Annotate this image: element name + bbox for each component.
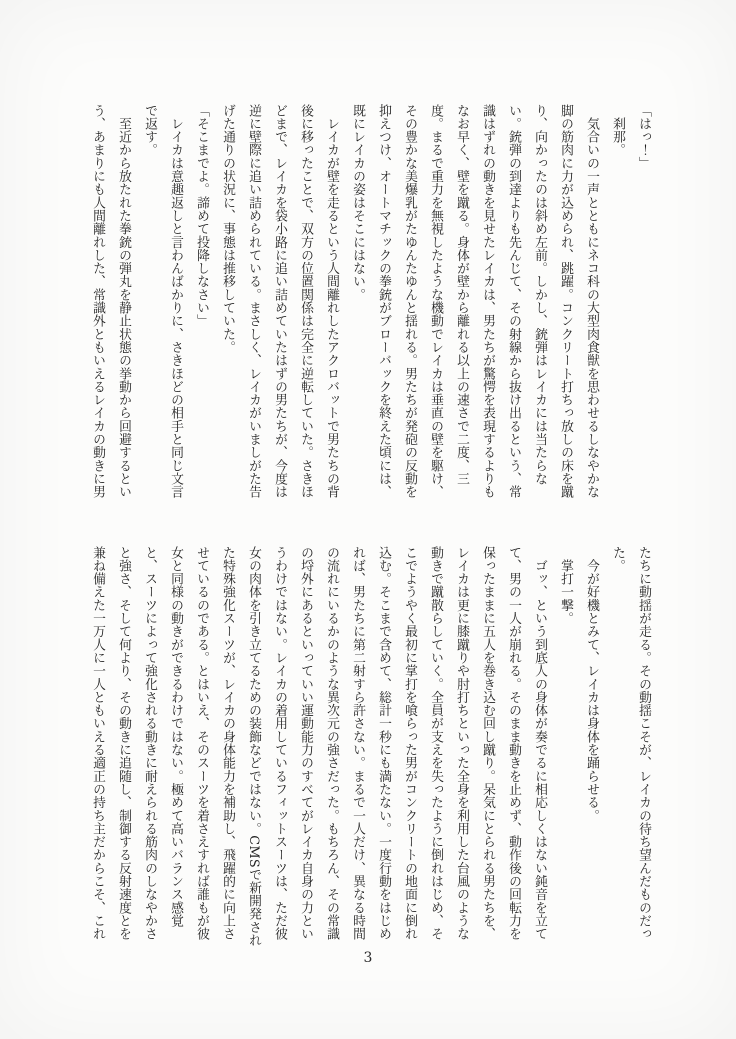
- text-column: う、あまりにも人間離れした、常識外ともいえるレイカの動きに男: [90, 104, 105, 499]
- text-column: レイカが壁を走るという人間離れしたアクロバットで男たちの背: [324, 104, 339, 499]
- page-number: 3: [363, 950, 373, 966]
- text-column: どまで、レイカを袋小路に追い詰めていたはずの男たちが、今度は: [272, 104, 287, 499]
- text-column: 込む。そこまで含めて、総計一秒にも満たない。一度行動をはじめ: [376, 546, 391, 941]
- text-column: と強さ、そして何より、その動きに追随し、制御する反射速度とを: [116, 546, 131, 941]
- text-column: て、男の一人が崩れる。そのまま動きを止めず、動作後の回転力を: [506, 546, 521, 941]
- text-column: 「そこまでよ。諦めて投降しなさい」: [194, 104, 209, 328]
- text-column: こでようやく最初に掌打を喰らった男がコンクリートの地面に倒れ: [402, 546, 417, 941]
- text-column: レイカは更に膝蹴りや肘打ちといった全身を利用した台風のような: [454, 546, 469, 941]
- text-column: 逆に壁際に追い詰められている。まさしく、レイカがいましがた告: [246, 104, 261, 499]
- text-column: 識はずれの動きを見せたレイカは、男たちが驚愕を表現するよりも: [480, 104, 495, 499]
- text-column: い。銃弾の到達よりも先んじて、その射線から抜け出るという、常: [506, 104, 521, 499]
- text-block-bottom: [84, 546, 656, 949]
- text-column: 度。まるで重力を無視したような機動でレイカは垂直の壁を駆け、: [428, 104, 443, 499]
- text-column: と、スーツによって強化される動きに耐えられる筋肉のしなやかさ: [142, 546, 157, 941]
- text-column: その豊かな美爆乳がたゆんたゆんと揺れる。男たちが発砲の反動を: [402, 104, 417, 499]
- text-column: 脚の筋肉に力が込められ、跳躍。コンクリート打ちっ放しの床を蹴: [558, 104, 573, 499]
- text-column: うわけではない。レイカの着用しているフィットスーツは、ただ彼: [272, 546, 287, 941]
- text-column: なお早く、壁を蹴る。身体が壁から離れる以上の速さで二度、三: [454, 104, 469, 486]
- text-column: レイカは意趣返しと言わんばかりに、さきほどの相手と同じ文言: [168, 104, 183, 499]
- text-column: で返す。: [142, 104, 157, 157]
- text-column: 「はっ！」: [636, 104, 651, 170]
- text-column: 女と同様の動きができるわけではない。極めて高いバランス感覚: [168, 546, 183, 928]
- text-column: の埒外にあるといっていい運動能力のすべてがレイカ自身の力とい: [298, 546, 313, 941]
- text-column: 保ったままに五人を巻き込む回し蹴り。呆気にとられる男たちを、: [480, 546, 495, 941]
- text-column: 掌打一撃。: [558, 546, 573, 625]
- text-column: 後に移ったことで、双方の位置関係は完全に逆転していた。さきほ: [298, 104, 313, 499]
- text-column: た特殊強化スーツが、レイカの身体能力を補助し、飛躍的に向上さ: [220, 546, 235, 941]
- text-column: 今が好機とみて、レイカは身体を踊らせる。: [584, 546, 599, 823]
- text-column: せているのである。とはいえ、そのスーツを着さえすれば誰もが彼: [194, 546, 209, 941]
- text-column: 女の肉体を引き立てるための装飾などではない。CMSで新開発され: [246, 546, 261, 947]
- text-column: 刹那。: [610, 104, 625, 157]
- text-column: 兼ね備えた一万人に一人ともいえる適正の持ち主だからこそ、これ: [90, 546, 105, 941]
- text-column: 気合いの一声とともにネコ科の大型肉食獣を思わせるしなやかな: [584, 104, 599, 499]
- text-column: げた通りの状況に、事態は推移していた。: [220, 104, 235, 354]
- text-column: 抑えつけ、オートマチックの拳銃がブローバックを終えた頃には、: [376, 104, 391, 499]
- text-column: の流れにいるかのような異次元の強さだった。もちろん、その常識: [324, 546, 339, 941]
- text-column: た。: [610, 546, 625, 573]
- text-column: れば、男たちに第二射すら許さない。まるで一人だけ、異なる時間: [350, 546, 365, 941]
- text-column: ゴッ、という到底人の身体が奏でるに相応しくはない鈍音を立て: [532, 546, 547, 941]
- text-column: たちに動揺が走る。その動揺こそが、レイカの待ち望んだものだっ: [636, 546, 651, 941]
- text-column: 動きで蹴散らしていく。全員が支えを失ったように倒れはじめ、そ: [428, 546, 443, 941]
- text-block-top: [84, 104, 656, 507]
- text-column: り、向かったのは斜め左前。しかし、銃弾はレイカには当たらな: [532, 104, 547, 486]
- text-column: 既にレイカの姿はそこにはない。: [350, 104, 365, 302]
- text-column: 至近から放たれた拳銃の弾丸を静止状態の挙動から回避するとい: [116, 104, 131, 499]
